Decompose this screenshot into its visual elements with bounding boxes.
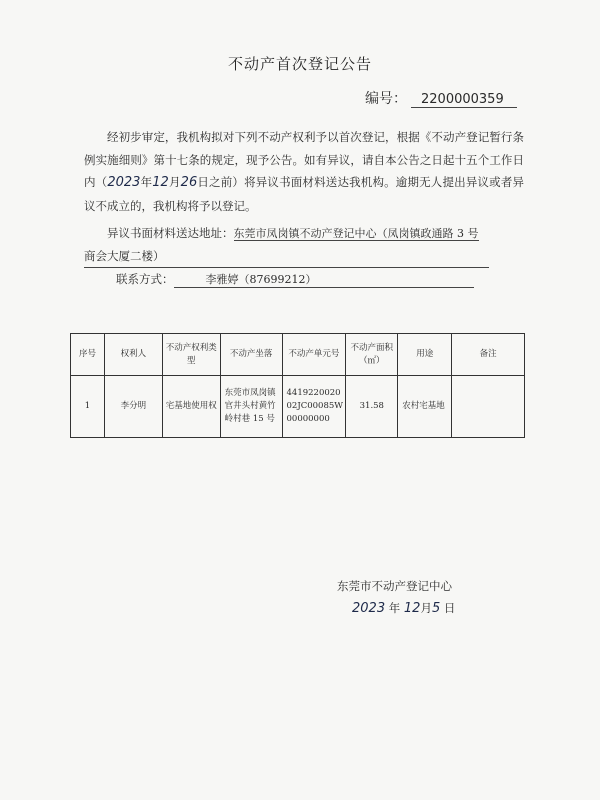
handwritten-issue-month: 12 — [403, 601, 421, 616]
header-unit-no: 不动产单元号 — [282, 334, 346, 376]
month-unit: 月 — [168, 175, 181, 189]
header-owner: 权利人 — [104, 334, 162, 376]
header-seq: 序号 — [71, 334, 105, 376]
contact-info — [116, 271, 474, 288]
paragraph-text-end: 日之前）将异议书面材料送达我机构。逾期无人提出异议或者异议不成立的，我机构将予以登记。 — [84, 175, 525, 213]
cell-remarks — [452, 376, 525, 438]
objection-address-line2: 商会大厦二楼） — [84, 245, 489, 268]
contact-value: 李雅婷（87699212） — [174, 271, 474, 288]
issue-date — [352, 600, 455, 616]
header-area: 不动产面积（㎡） — [346, 334, 398, 376]
issue-month-unit: 月 — [420, 601, 432, 615]
objection-label: 异议书面材料送达地址： — [107, 226, 234, 240]
header-remarks: 备注 — [452, 334, 525, 376]
cell-unit-no: 441922002002JC00085W00000000 — [282, 376, 346, 438]
cell-usage: 农村宅基地 — [398, 376, 452, 438]
handwritten-issue-day: 5 — [431, 601, 441, 616]
issue-year-unit: 年 — [388, 601, 401, 615]
handwritten-day: 26 — [180, 175, 198, 190]
header-right-type: 不动产权利类型 — [162, 334, 220, 376]
announcement-paragraph — [84, 126, 524, 217]
table-row — [71, 376, 525, 438]
header-location: 不动产坐落 — [220, 334, 282, 376]
year-unit: 年 — [140, 175, 153, 189]
page-title: 不动产首次登记公告 — [227, 55, 372, 73]
handwritten-issue-year: 2023 — [352, 601, 386, 616]
header-usage: 用途 — [398, 334, 452, 376]
cell-area: 31.58 — [346, 376, 398, 438]
cell-seq: 1 — [71, 376, 105, 438]
serial-value: 2200000359 — [411, 92, 517, 108]
property-table — [70, 333, 525, 438]
serial-number — [365, 88, 517, 108]
objection-address — [84, 222, 514, 268]
cell-location: 东莞市凤岗镇官井头村黄竹岭村巷 15 号 — [220, 376, 282, 438]
issue-day-unit: 日 — [443, 601, 456, 615]
issuing-organization: 东莞市不动产登记中心 — [337, 579, 452, 593]
table-header-row — [71, 334, 525, 376]
handwritten-month: 12 — [152, 175, 169, 190]
objection-address-line1: 东莞市凤岗镇不动产登记中心（凤岗镇政通路 3 号 — [233, 227, 479, 240]
announcement-body — [84, 126, 524, 217]
cell-owner: 李分明 — [104, 376, 162, 438]
serial-label: 编号： — [365, 91, 407, 107]
contact-label: 联系方式： — [116, 272, 174, 286]
handwritten-year: 2023 — [107, 175, 141, 190]
paragraph-text-start: 经初步审定，我机构拟对下列不动产权利予以首次登记，根据《不动产登记暂行条例实施细则》第十七条的规定，现予公告。如有异议，请自本公告之日起十五个工作日内（ — [84, 130, 524, 189]
cell-right-type: 宅基地使用权 — [162, 376, 220, 438]
